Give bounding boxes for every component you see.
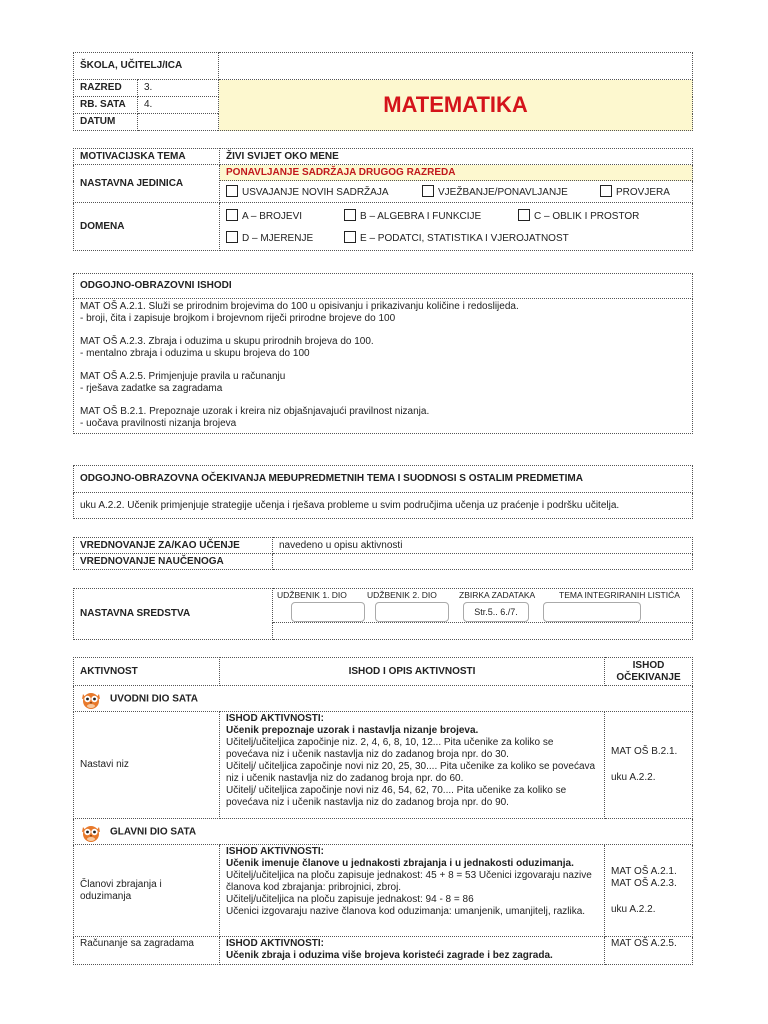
header-table <box>73 52 693 131</box>
activity-name: Računanje sa zagradama <box>74 937 220 965</box>
lesson-no-label: RB. SATA <box>74 97 138 114</box>
evaluation-table <box>73 537 693 570</box>
outcomes-table <box>73 273 693 434</box>
activity-desc: ISHOD AKTIVNOSTI: Učenik imenuje članove u jednakosti zbrajanja i u jednakosti oduzimanja. Učitelj/učiteljica na ploču zapisuje jednakost: 45 + 8 = 53 Učenici izgovaraju nazive članova kod zbrajanja: pribrojnici, zbroj. Učitelj/učiteljica na ploču zapisuje jednakost: 94 - 8 = 86 Učenici izgovaraju nazive članova kod oduzimanja: umanjenik, umanjitelj, razlika. <box>220 845 605 937</box>
checkbox-icon[interactable] <box>518 209 530 221</box>
domain-a[interactable]: A – BROJEVI <box>226 209 334 223</box>
lesson-no-value[interactable]: 4. <box>138 97 219 114</box>
outcome-item: MAT OŠ B.2.1. Prepoznaje uzorak i kreira niz objašnjavajući pravilnost nizanja. - uočava pravilnosti nizanja brojeva <box>80 406 430 429</box>
activity-outcome: MAT OŠ B.2.1. uku A.2.2. <box>605 712 693 819</box>
resources-extra[interactable] <box>273 623 693 640</box>
checkbox-icon[interactable] <box>226 231 238 243</box>
cross-heading: ODGOJNO-OBRAZOVNA OČEKIVANJA MEĐUPREDMETNIH TEMA I SUODNOSI S OSTALIM PREDMETIMA <box>74 466 693 493</box>
activity-outcome: MAT OŠ A.2.1. MAT OŠ A.2.3. uku A.2.2. <box>605 845 693 937</box>
worksheets-field[interactable] <box>543 602 641 622</box>
col-outcome: ISHOD OČEKIVANJE <box>605 658 693 686</box>
textbook-2-field[interactable] <box>375 602 449 622</box>
activity-outcome: MAT OŠ A.2.5. <box>605 937 693 965</box>
option-new-content[interactable]: USVAJANJE NOVIH SADRŽAJA <box>226 185 412 199</box>
grade-label: RAZRED <box>74 80 138 97</box>
unit-label: NASTAVNA JEDINICA <box>74 165 220 203</box>
workbook-field[interactable]: Str.5.. 6./7. <box>463 602 529 622</box>
checkbox-icon[interactable] <box>344 231 356 243</box>
outcomes-list <box>74 299 693 434</box>
school-value[interactable] <box>219 53 693 80</box>
activity-desc: ISHOD AKTIVNOSTI: Učenik zbraja i oduzima više brojeva koristeći zagrade i bez zagrada. <box>220 937 605 965</box>
resources-cols: UDŽBENIK 1. DIO UDŽBENIK 2. DIO ZBIRKA ZADATAKA TEMA INTEGRIRANIH LISTIĆA Str.5.. 6./7. <box>273 589 693 623</box>
activities-table <box>73 657 693 965</box>
domain-b[interactable]: B – ALGEBRA I FUNKCIJE <box>344 209 508 223</box>
col-activity: AKTIVNOST <box>74 658 220 686</box>
activity-name: Članovi zbrajanja i oduzimanja <box>74 845 220 937</box>
activity-desc: ISHOD AKTIVNOSTI: Učenik prepoznaje uzorak i nastavlja nizanje brojeva. Učitelj/učiteljica započinje niz. 2, 4, 6, 8, 10, 12... Pita učenike za koliko se povećava niz i učenik nastavlja niz do zadanog broja npr. do 30. Učitelj/ učiteljica započinje novi niz 20, 25, 30.... Pita učenike za koliko se povećava niz i učenik nastavlja niz do zadanog broja npr. do 60. Učitelj/ učiteljica započinje novi niz 46, 54, 62, 70.... Pita učenike za koliko se povećava niz i učenik nastavlja niz do zadanog broja npr. do 90. <box>220 712 605 819</box>
checkbox-icon[interactable] <box>344 209 356 221</box>
cross-table <box>73 465 693 519</box>
outcomes-heading: ODGOJNO-OBRAZOVNI ISHODI <box>74 274 693 299</box>
domain-options <box>220 203 693 251</box>
checkbox-icon[interactable] <box>422 185 434 197</box>
outcome-item: MAT OŠ A.2.5. Primjenjuje pravila u računanju - rješava zadatke sa zagradama <box>80 371 286 394</box>
grade-value[interactable]: 3. <box>138 80 219 97</box>
domain-d[interactable]: D – MJERENJE <box>226 231 334 245</box>
lesson-table <box>73 148 693 251</box>
unit-value[interactable]: PONAVLJANJE SADRŽAJA DRUGOG RAZREDA <box>220 165 693 181</box>
motiv-value[interactable]: ŽIVI SVIJET OKO MENE <box>220 149 693 165</box>
owl-icon <box>80 822 102 842</box>
outcome-item: MAT OŠ A.2.1. Služi se prirodnim brojevima do 100 u opisivanju i prikazivanju količine i redoslijeda. - broji, čita i zapisuje brojkom i brojevnom riječi prirodne brojeve do 100 <box>80 301 519 324</box>
intro-section: UVODNI DIO SATA <box>74 686 693 712</box>
eval-of-value[interactable] <box>273 554 693 570</box>
unit-options <box>220 181 693 203</box>
resources-table <box>73 588 693 640</box>
option-test[interactable]: PROVJERA <box>600 185 670 199</box>
col-desc: ISHOD I OPIS AKTIVNOSTI <box>220 658 605 686</box>
cross-text: uku A.2.2. Učenik primjenjuje strategije učenja i rješava probleme u svim područjima učenja uz praćenje i podršku učitelja. <box>74 493 693 519</box>
textbook-1-field[interactable] <box>291 602 365 622</box>
eval-for-label: VREDNOVANJE ZA/KAO UČENJE <box>74 538 273 554</box>
date-value[interactable] <box>138 114 219 131</box>
domain-c[interactable]: C – OBLIK I PROSTOR <box>518 209 639 223</box>
date-label: DATUM <box>74 114 138 131</box>
domain-e[interactable]: E – PODATCI, STATISTIKA I VJEROJATNOST <box>344 231 569 245</box>
outcome-item: MAT OŠ A.2.3. Zbraja i oduzima u skupu prirodnih brojeva do 100. - mentalno zbraja i oduzima u skupu brojeva do 100 <box>80 336 374 359</box>
option-practice[interactable]: VJEŽBANJE/PONAVLJANJE <box>422 185 590 199</box>
checkbox-icon[interactable] <box>226 209 238 221</box>
subject-title: MATEMATIKA <box>219 80 693 131</box>
school-label: ŠKOLA, UČITELJ/ICA <box>74 53 219 80</box>
eval-for-value[interactable]: navedeno u opisu aktivnosti <box>273 538 693 554</box>
motiv-label: MOTIVACIJSKA TEMA <box>74 149 220 165</box>
main-section: GLAVNI DIO SATA <box>74 819 693 845</box>
checkbox-icon[interactable] <box>600 185 612 197</box>
resources-label: NASTAVNA SREDSTVA <box>74 589 273 640</box>
activity-name: Nastavi niz <box>74 712 220 819</box>
eval-of-label: VREDNOVANJE NAUČENOGA <box>74 554 273 570</box>
owl-icon <box>80 689 102 709</box>
checkbox-icon[interactable] <box>226 185 238 197</box>
domain-label: DOMENA <box>74 203 220 251</box>
